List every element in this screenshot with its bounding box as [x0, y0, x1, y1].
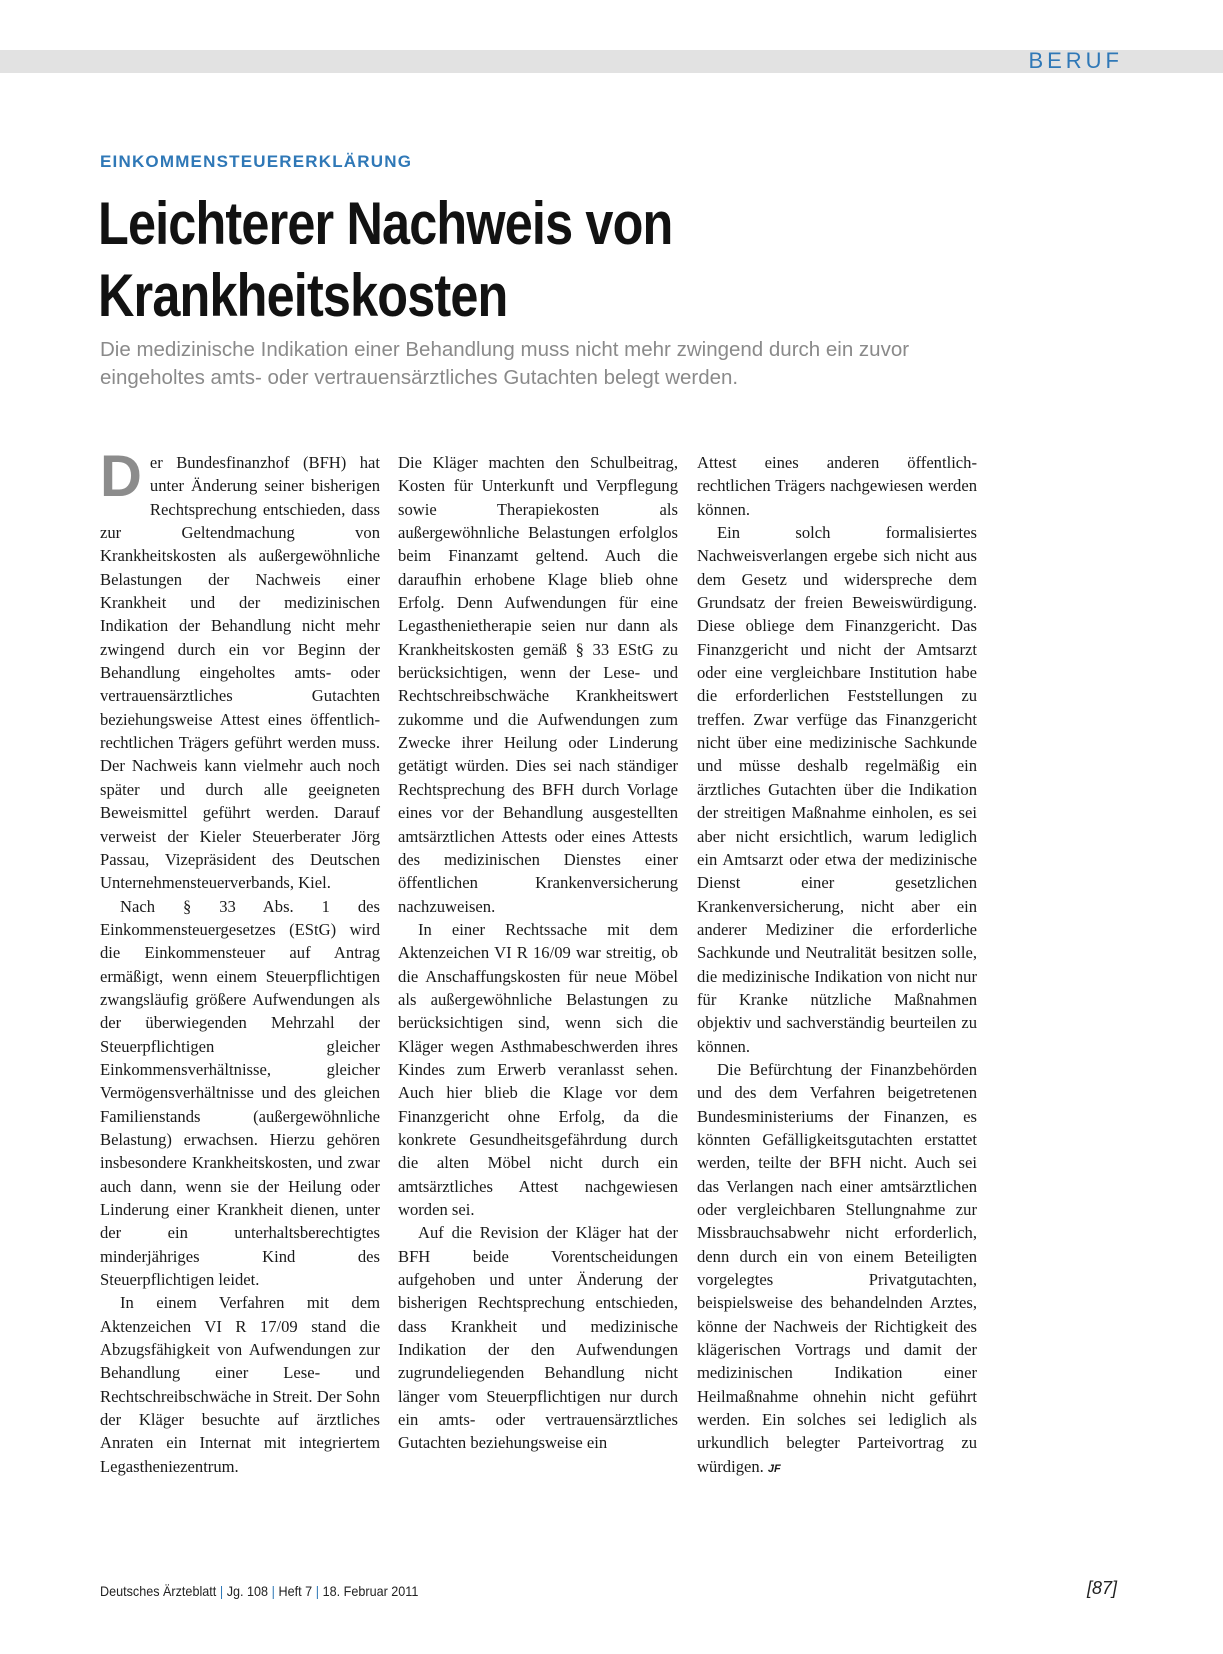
- paragraph: Auf die Revision der Kläger hat der BFH beide Vorentscheidungen aufgehoben und unter Änderung der bisherigen Rechtsprechung entschieden, dass Krankheit und medizinische Indikation der den Aufwendungen zugrundeliegenden Behandlung nicht länger vom Steuerpflichtigen nur durch ein amts- oder vertrauensärztliches Gutachten beziehungsweise ein: [398, 1223, 678, 1453]
- title-line-2: Krankheitskosten: [98, 262, 508, 329]
- paragraph: Attest eines anderen öffentlich-rechtlichen Trägers nachgewiesen werden können.: [697, 453, 977, 519]
- section-label: BERUF: [1028, 48, 1123, 73]
- issue-date: 18. Februar 2011: [322, 1583, 419, 1599]
- paragraph: Ein solch formalisiertes Nachweisverlangen ergebe sich nicht aus dem Gesetz und widerspreche dem Grundsatz der freien Beweiswürdigung. Diese obliege dem Finanzgericht. Das Finanzgericht und nicht der Amtsarzt oder eine vergleichbare Institution habe die erforderlichen Feststellungen zu treffen. Zwar verfüge das Finanzgericht nicht über eine medizinische Sachkunde und müsse deshalb regelmäßig ein ärztliches Gutachten über die Indikation der streitigen Maßnahme einholen, es sei aber nicht ersichtlich, warum lediglich ein Amtsarzt oder etwa der medizinische Dienst einer gesetzlichen Krankenversicherung, nicht aber ein anderer Mediziner die erforderliche Sachkunde und Neutralität besitzen solle, die medizinische Indikation von nicht nur für Kranke nützliche Maßnahmen objektiv und sachverständig beurteilen zu können.: [697, 523, 977, 1056]
- paragraph: Der Bundesfinanzhof (BFH) hat unter Änderung seiner bisherigen Rechtsprechung entschieden, dass zur Geltendmachung von Krankheitskosten als außergewöhnliche Belastungen der Nachweis einer Krankheit und der medizinischen Indikation der Behandlung nicht mehr zwingend durch ein vor Beginn der Behandlung eingeholtes amts- oder vertrauensärztliches Gutachten beziehungsweise Attest eines öffentlich-rechtlichen Trägers geführt werden muss. Der Nachweis kann vielmehr auch noch später und durch alle geeigneten Beweismittel geführt werden. Darauf verweist der Kieler Steuerberater Jörg Passau, Vizepräsident des Deutschen Unternehmensteuerverbands, Kiel.: [100, 444, 380, 893]
- page-footer: Deutsches Ärzteblatt | Jg. 108 | Heft 7 | 18. Februar 2011: [100, 1583, 419, 1599]
- page-number: [87]: [1086, 1578, 1117, 1598]
- author-signature: JF: [767, 1462, 781, 1475]
- title-line-1: Leichterer Nachweis von: [98, 190, 673, 257]
- paragraph: Nach § 33 Abs. 1 des Einkommensteuergesetzes (EStG) wird die Einkommensteuer auf Antrag ermäßigt, wenn einem Steuerpflichtigen zwangsläufig größere Aufwendungen als der überwiegenden Mehrzahl der Steuerpflichtigen gleicher Einkommensverhältnisse, gleicher Vermögensverhältnisse und des gleichen Familienstands (außergewöhnliche Belastung) erwachsen. Hierzu gehören insbesondere Krankheitskosten, und zwar auch dann, wenn sie der Heilung oder Linderung einer Krankheit dienen, unter der ein unterhaltsberechtigtes minderjähriges Kind des Steuerpflichtigen leidet.: [100, 896, 380, 1290]
- drop-cap: D: [100, 444, 142, 509]
- publication-name: Deutsches Ärzteblatt: [100, 1583, 217, 1599]
- issue: Heft 7: [278, 1583, 313, 1599]
- text-column-1: [100, 444, 380, 1478]
- text-column-2: [398, 451, 678, 1455]
- article-kicker: EINKOMMENSTEUERERKLÄRUNG: [100, 152, 413, 171]
- paragraph: Die Befürchtung der Finanzbehörden und des dem Verfahren beigetretenen Bundesministeriums der Finanzen, es könnten Gefälligkeitsgutachten erstattet werden, teilte der BFH nicht. Auch sei das Verlangen nach einer amtsärztlichen oder vergleichbaren Stellungnahme zur Missbrauchsabwehr nicht erforderlich, denn durch ein von einem Beteiligten vorgelegtes Privatgutachten, beispielsweise des behandelnden Arztes, könne der Nachweis der Richtigkeit des klägerischen Vortrags und damit der medizinischen Indikation einer Heilmaßnahme ohnehin nicht geführt werden. Ein solches sei lediglich als urkundlich belegter Parteivortrag zu würdigen. JF: [697, 1059, 977, 1476]
- paragraph: Die Kläger machten den Schulbeitrag, Kosten für Unterkunft und Verpflegung sowie Therapiekosten als außergewöhnliche Belastungen erfolglos beim Finanzamt geltend. Auch die daraufhin erhobene Klage blieb ohne Erfolg. Denn Aufwendungen für eine Legasthenietherapie seien nur dann als Krankheitskosten gemäß § 33 EStG zu berücksichtigen, wenn der Lese- und Rechtschreibschwäche Krankheitswert zukomme und die Aufwendungen zum Zwecke ihrer Heilung oder Linderung getätigt würden. Dies sei nach ständiger Rechtsprechung des BFH durch Vorlage eines vor der Behandlung ausgestellten amtsärztlichen Attests oder eines Attests des medizinischen Dienstes einer öffentlichen Krankenversicherung nachzuweisen.: [398, 453, 678, 916]
- text-column-3: [697, 451, 977, 1481]
- volume: Jg. 108: [226, 1583, 269, 1599]
- article-subtitle: Die medizinische Indikation einer Behandlung muss nicht mehr zwingend durch ein zuvor eingeholtes amts- oder vertrauensärztliches Gutachten belegt werden.: [100, 338, 910, 389]
- paragraph: In einer Rechtssache mit dem Aktenzeichen VI R 16/09 war streitig, ob die Anschaffungskosten für neue Möbel als außergewöhnliche Belastungen zu berücksichtigen sind, wenn sich die Kläger wegen Asthmabeschwerden ihres Kindes zum Erwerb veranlasst sehen. Auch hier blieb die Klage vor dem Finanzgericht ohne Erfolg, da die konkrete Gesundheitsgefährdung durch die alten Möbel nicht durch ein amtsärztliches Attest nachgewiesen worden sei.: [398, 919, 678, 1219]
- paragraph: In einem Verfahren mit dem Aktenzeichen VI R 17/09 stand die Abzugsfähigkeit von Aufwendungen zur Behandlung einer Lese- und Rechtschreibschwäche in Streit. Der Sohn der Kläger besuchte auf ärztliches Anraten ein Internat mit integriertem Legastheniezentrum.: [100, 1293, 380, 1476]
- article-title: [98, 188, 854, 332]
